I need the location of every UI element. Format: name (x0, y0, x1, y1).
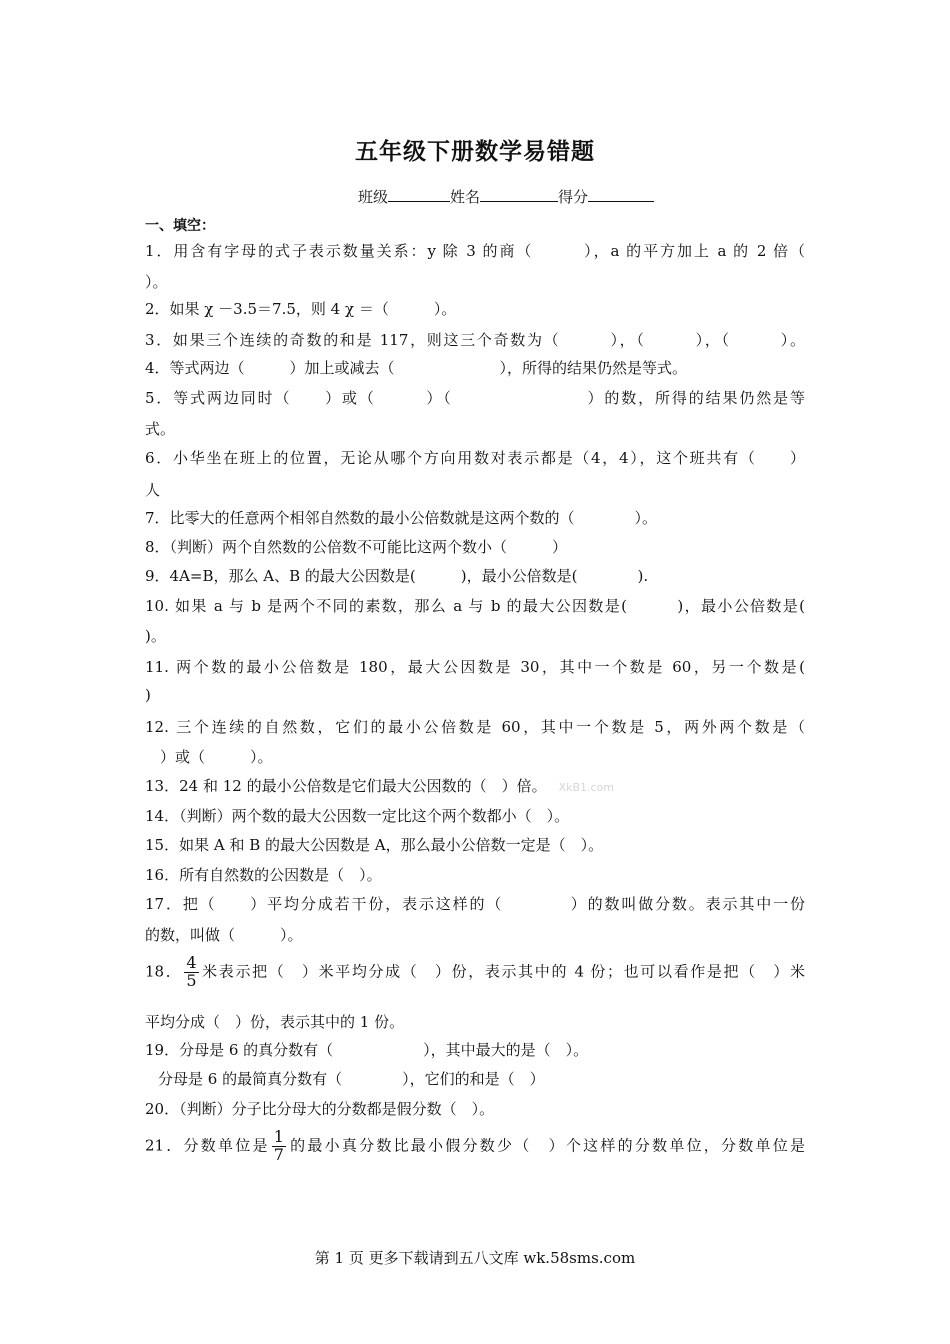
question-line: ）或（ ）。 (145, 748, 273, 766)
question-line: 式。 (145, 420, 176, 438)
question-text: 21．分数单位是 (145, 1136, 270, 1155)
question-line: 4．等式两边（ ）加上或减去（ ），所得的结果仍然是等式。 (145, 359, 688, 377)
question-line: 人 (145, 481, 161, 499)
question-line: 1．用含有字母的式子表示数量关系：y 除 3 的商（ ），a 的平方加上 a 的 2 倍（ (145, 242, 805, 260)
class-blank[interactable] (388, 187, 450, 202)
question-line: 12. 三个连续的自然数，它们的最小公倍数是 60，其中一个数是 5，两外两个数是（ (145, 718, 805, 736)
question-line: 20．（判断）分子比分母大的分数都是假分数（ ）。 (145, 1100, 495, 1118)
question-line: 10. 如果 a 与 b 是两个不同的素数，那么 a 与 b 的最大公因数是( )，最小公倍数是( (145, 597, 805, 615)
question-line: 19．分母是 6 的真分数有（ ），其中最大的是（ ）。 (145, 1041, 589, 1059)
name-blank[interactable] (480, 187, 558, 202)
question-number: 18． (145, 962, 183, 981)
page-footer: 第 1 页 更多下载请到五八文库 wk.58sms.com (314, 1249, 636, 1267)
section-heading: 一、填空： (145, 218, 215, 234)
fraction-numerator: 4 (186, 953, 197, 972)
name-label: 姓名 (450, 188, 481, 206)
question-line (145, 775, 614, 796)
question-line: 6．小华坐在班上的位置，无论从哪个方向用数对表示都是（4，4），这个班共有（ ） (145, 449, 805, 467)
fraction-denominator: 5 (186, 970, 197, 990)
question-text: 米表示把（ ）米平均分成（ ）份，表示其中的 4 份；也可以看作是把（ ）米 (200, 962, 805, 981)
question-line: 2．如果 χ －3.5＝7.5，则 4 χ ＝（ ）。 (145, 300, 457, 318)
fraction-numerator: 1 (273, 1127, 284, 1146)
question-line: ) (145, 686, 151, 704)
question-line: 3．如果三个连续的奇数的和是 117，则这三个奇数为（ ），（ ），（ ）。 (145, 331, 805, 349)
question-line: 9．4A=B，那么 A、B 的最大公因数是( )，最小公倍数是( ). (145, 567, 649, 585)
score-label: 得分 (558, 188, 589, 206)
question-line: 的数，叫做（ ）。 (145, 926, 303, 944)
question-line: 平均分成（ ）份，表示其中的 1 份。 (145, 1013, 405, 1031)
question-line: 14．（判断）两个数的最大公因数一定比这个两个数都小（ ）。 (145, 807, 570, 825)
question-line: 7．比零大的任意两个相邻自然数的最小公倍数就是这两个数的（ ）。 (145, 509, 658, 527)
page-title: 五年级下册数学易错题 (355, 139, 595, 165)
question-text: 13．24 和 12 的最小公倍数是它们最大公因数的（ ）倍。 (145, 777, 547, 795)
fraction-denominator: 7 (273, 1144, 284, 1164)
question-line: ）。 (145, 273, 168, 291)
question-line: 16．所有自然数的公因数是（ ）。 (145, 866, 382, 884)
question-line: 15．如果 A 和 B 的最大公因数是 A，那么最小公倍数一定是（ ）。 (145, 836, 604, 854)
question-line: 分母是 6 的最简真分数有（ ），它们的和是（ ） (158, 1070, 545, 1088)
fraction-one-seventh (272, 1129, 286, 1164)
question-line: )。 (145, 627, 166, 645)
question-line-18 (145, 955, 805, 990)
question-line: 8．（判断）两个自然数的公倍数不可能比这两个数小（ ） (145, 538, 568, 556)
question-line: 17．把（ ）平均分成若干份，表示这样的（ ）的数叫做分数。表示其中一份 (145, 895, 805, 913)
question-line: 5．等式两边同时（ ）或（ ）（ ）的数，所得的结果仍然是等 (145, 389, 805, 407)
class-label: 班级 (358, 188, 389, 206)
question-line: 11. 两个数的最小公倍数是 180，最大公因数是 30，其中一个数是 60，另一个数是( (145, 658, 805, 676)
score-blank[interactable] (588, 187, 654, 202)
watermark: XkB1.com (558, 781, 615, 794)
fraction-four-fifths (184, 955, 198, 990)
question-text: 的最小真分数比最小假分数少（ ）个这样的分数单位，分数单位是 (287, 1136, 805, 1155)
question-line-21 (145, 1129, 805, 1164)
student-info-line (358, 186, 654, 207)
